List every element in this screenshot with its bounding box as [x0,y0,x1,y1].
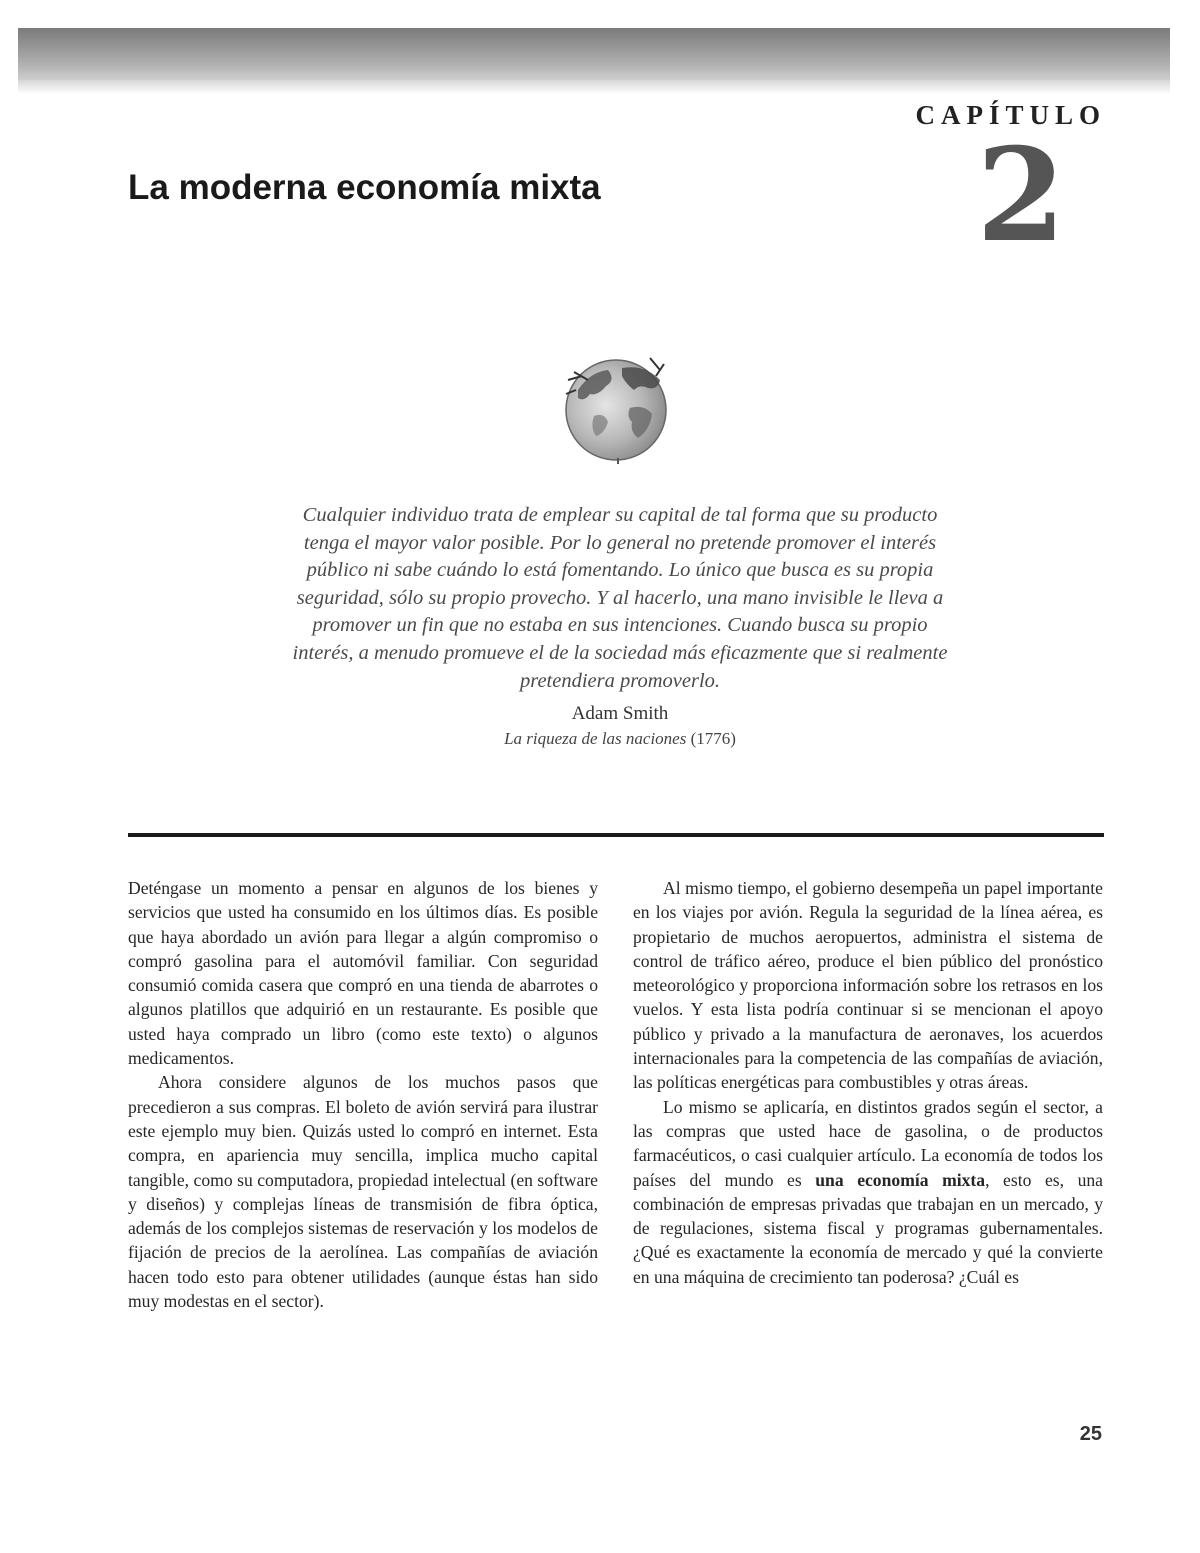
paragraph: Al mismo tiempo, el gobierno desempeña un papel importante en los viajes por avión. Regula la seguridad de la línea aérea, es propietario de muchos aeropuertos, administra el sistema de control de tráfico aéreo, produce el bien público del pronóstico meteorológico y proporciona información sobre los retrasos en los vuelos. Y esta lista podría continuar si se mencionan el apoyo público y privado a la manufactura de aeronaves, los acuerdos internacionales para la competencia de las compañías de aviación, las políticas energéticas para combustibles y otras áreas. [633,878,1103,1093]
key-term: una economía mixta [815,1169,986,1190]
epigraph [290,502,950,749]
scan-shadow-band [18,28,1170,80]
epigraph-source-year: (1776) [686,729,736,749]
paragraph [633,1095,1103,1289]
epigraph-source-title: La riqueza de las naciones [504,729,687,749]
chapter-label: CAPÍTULO [915,100,1106,130]
paragraph-text: Lo mismo se aplicaría, en distintos grados según el sector, a las compras que usted hace de gasolina, o de productos farmacéuticos, o casi cualquier artículo. La economía de todos los países del mundo es [633,1096,1103,1190]
globe-icon [560,350,675,465]
chapter-title: La moderna economía mixta [128,168,601,207]
epigraph-quote: Cualquier individuo trata de emplear su capital de tal forma que su producto tenga el mayor valor posible. Por lo general no pretende promover el interés público ni sabe cuándo lo está fomentando. Lo único que busca es su propia seguridad, sólo su propio provecho. Y al hacerlo, una mano invisible le lleva a promover un fin que no estaba en sus intenciones. Cuando busca su propio interés, a menudo promueve el de la sociedad más eficazmente que si realmente pretendiera promoverlo. [292,504,948,692]
section-divider [128,833,1104,837]
page-number: 25 [1079,1423,1102,1445]
right-column [633,876,1103,1289]
paragraph-text: , esto es, una combinación de empresas privadas que trabajan en un mercado, y de regulaciones, sistema fiscal y programas gubernamentales. ¿Qué es exactamente la economía de mercado y qué la convierte en una máquina de crecimiento tan poderosa? ¿Cuál es [633,1169,1103,1287]
paragraph: Ahora considere algunos de los muchos pasos que precedieron a sus compras. El boleto de avión servirá para ilustrar este ejemplo muy bien. Quizás usted lo compró en internet. Esta compra, en apariencia muy sencilla, implica mucho capital tangible, como su computadora, propiedad intelectual (en software y diseños) y complejas líneas de transmisión de fibra óptica, además de los complejos sistemas de reservación y los modelos de fijación de precios de la aerolínea. Las compañías de aviación hacen todo esto para obtener utilidades (aunque éstas han sido muy modestas en el sector). [128,1072,598,1312]
chapter-number: 2 [976,121,1066,271]
left-column [128,876,598,1313]
epigraph-author: Adam Smith [571,703,669,725]
paragraph: Deténgase un momento a pensar en algunos de los bienes y servicios que usted ha consumido en los últimos días. Es posible que haya abordado un avión para llegar a algún compromiso o compró gasolina para el automóvil familiar. Con seguridad consumió comida casera que compró en una tienda de abarrotes o algunos platillos que adquirió en un restaurante. Es posible que usted haya comprado un libro (como este texto) o algunos medicamentos. [128,878,598,1069]
epigraph-source [290,729,950,749]
